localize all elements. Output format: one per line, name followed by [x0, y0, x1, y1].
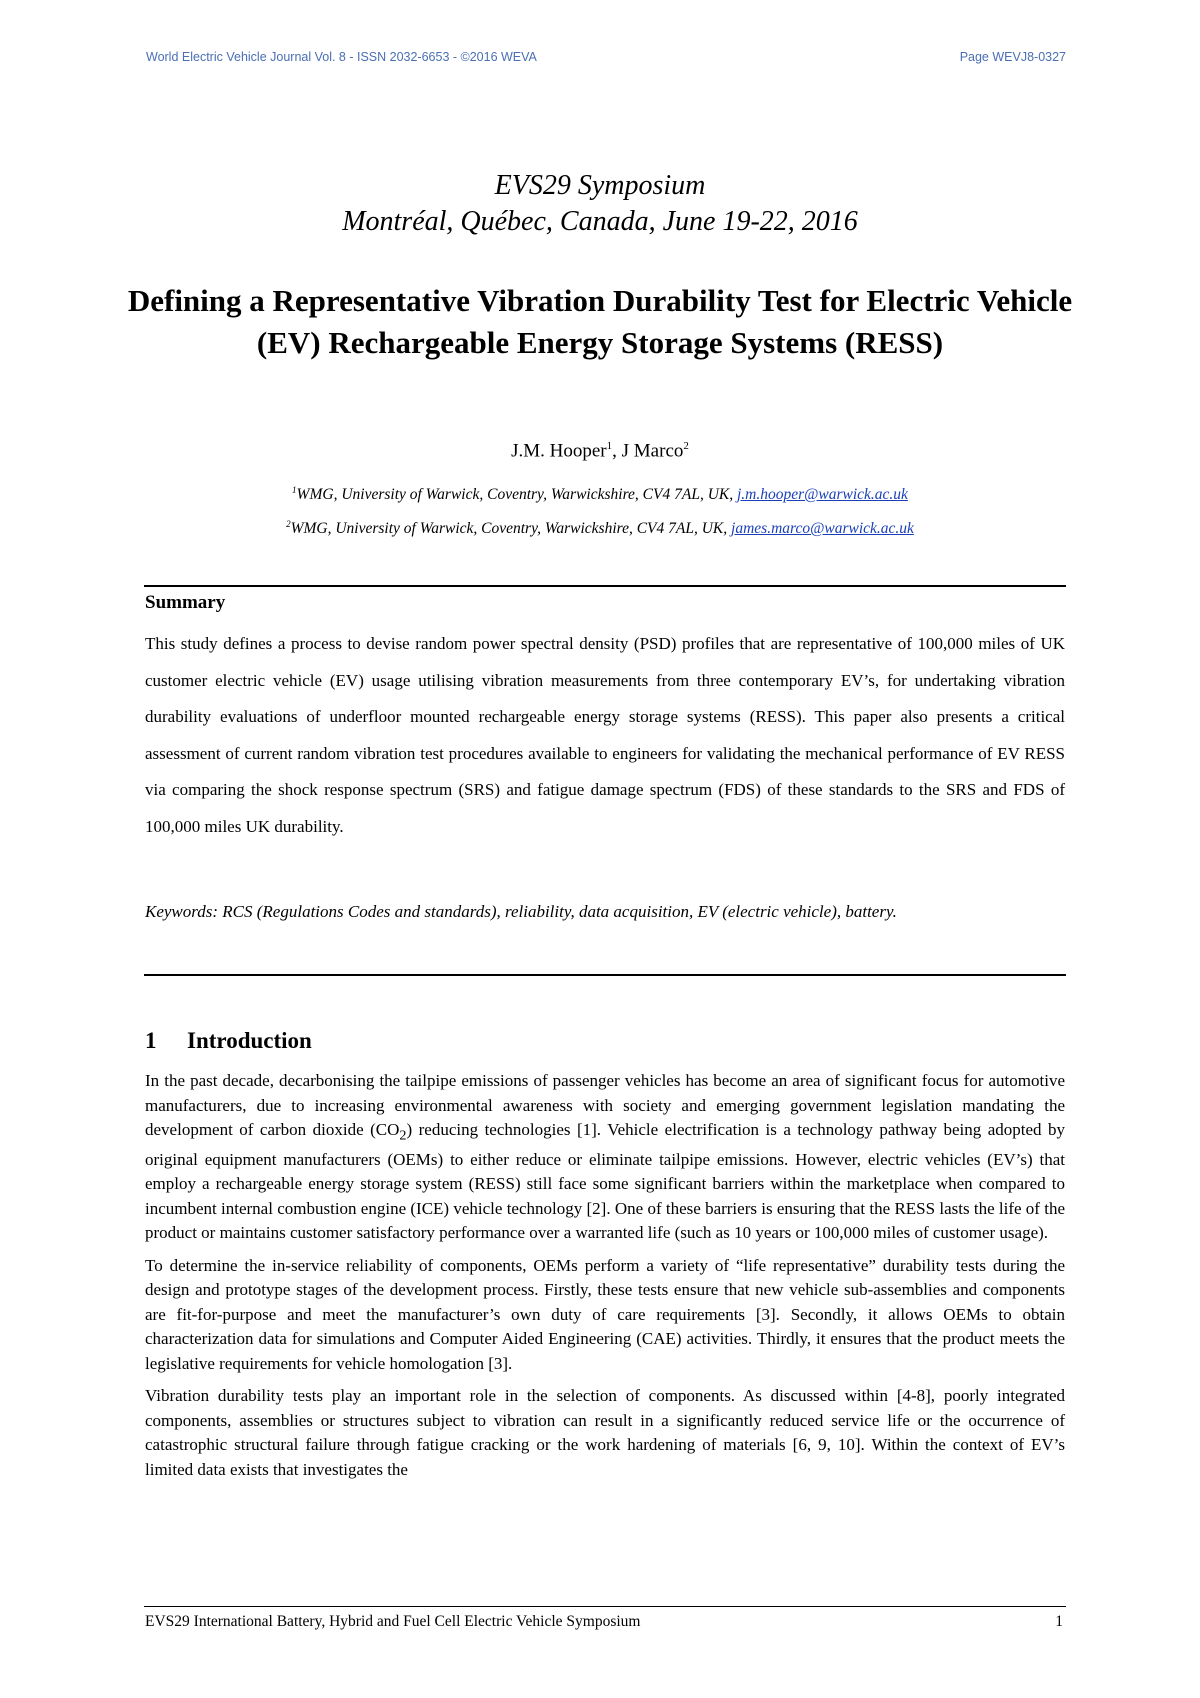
affiliation-2-sup: 2	[286, 519, 291, 529]
journal-info: World Electric Vehicle Journal Vol. 8 - ISSN 2032-6653 - ©2016 WEVA	[146, 50, 537, 64]
page-footer	[145, 1613, 1063, 1631]
paragraph-1	[145, 1069, 1065, 1246]
author1-sup: 1	[606, 440, 613, 452]
author-marco: , J Marco	[612, 440, 684, 462]
email-link-marco[interactable]: james.marco@warwick.ac.uk	[731, 520, 914, 538]
summary-top-rule	[144, 585, 1066, 587]
author-hooper: J.M. Hooper	[511, 440, 607, 462]
section-title: Introduction	[187, 1028, 312, 1053]
introduction-body	[145, 1069, 1065, 1490]
paragraph-1-start: In the past decade, decarbonising the tailpipe emissions of passenger vehicles has become an area of significant focus for automotive manufacturers, due to increasing environmental awareness with society and emerging government legislation mandating the development of carbon dioxide (CO	[145, 1071, 1065, 1139]
paper-title: Defining a Representative Vibration Durability Test for Electric Vehicle (EV) Rechargeable Energy Storage Systems (RESS)	[127, 283, 1073, 360]
summary-text: This study defines a process to devise random power spectral density (PSD) profiles that are representative of 100,000 miles of UK customer electric vehicle (EV) usage utilising vibration measurements from three contemporary EV’s, for undertaking vibration durability evaluations of underfloor mounted rechargeable energy storage systems (RESS). This paper also presents a critical assessment of current random vibration test procedures available to engineers for validating the mechanical performance of EV RESS via comparing the shock response spectrum (SRS) and fatigue damage spectrum (FDS) of these standards to the SRS and FDS of 100,000 miles UK durability.	[145, 634, 1065, 836]
author-line	[0, 440, 1200, 462]
co2-subscript: 2	[399, 1127, 407, 1144]
section-number: 1	[145, 1028, 157, 1053]
affiliation-2-text: WMG, University of Warwick, Coventry, Warwickshire, CV4 7AL, UK,	[290, 520, 732, 538]
symposium-name: EVS29 Symposium	[494, 170, 706, 201]
summary-heading: Summary	[145, 592, 226, 613]
page-id: Page WEVJ8-0327	[959, 50, 1066, 64]
paragraph-3: Vibration durability tests play an important role in the selection of components. As discussed within [4-8], poorly integrated components, assemblies or structures subject to vibration can result in a significantly reduced service life or the occurrence of catastrophic structural failure through fatigue cracking or the work hardening of materials [6, 9, 10]. Within the context of EV’s limited data exists that investigates the	[145, 1386, 1065, 1479]
keywords: Keywords: RCS (Regulations Codes and standards), reliability, data acquisition, EV (electric vehicle), battery.	[145, 902, 897, 921]
email-link-hooper[interactable]: j.m.hooper@warwick.ac.uk	[736, 486, 908, 504]
page-number: 1	[1055, 1613, 1063, 1630]
affiliation-1-sup: 1	[292, 485, 297, 495]
section-heading-introduction	[145, 1028, 312, 1054]
affiliation-1	[0, 485, 1200, 504]
summary-bottom-rule	[144, 974, 1066, 976]
footer-text: EVS29 International Battery, Hybrid and Fuel Cell Electric Vehicle Symposium	[145, 1613, 641, 1630]
running-header	[146, 50, 1066, 64]
affiliation-2	[0, 519, 1200, 538]
affiliation-1-text: WMG, University of Warwick, Coventry, Warwickshire, CV4 7AL, UK,	[296, 486, 737, 504]
symposium-location: Montréal, Québec, Canada, June 19-22, 2016	[342, 206, 858, 237]
footer-rule	[144, 1606, 1066, 1607]
paragraph-1-end: ) reducing technologies [1]. Vehicle electrification is a technology pathway being adopted by original equipment manufacturers (OEMs) to either reduce or eliminate tailpipe emissions. However, electric vehicles (EV’s) that employ a rechargeable energy storage system (RESS) still face some significant barriers within the marketplace when compared to incumbent internal combustion engine (ICE) vehicle technology [2]. One of these barriers is ensuring that the RESS lasts the life of the product or maintains customer satisfactory performance over a warranted life (such as 10 years or 100,000 miles of customer usage).	[145, 1120, 1065, 1243]
symposium-block	[0, 168, 1200, 240]
paragraph-2: To determine the in-service reliability of components, OEMs perform a variety of “life representative” durability tests during the design and prototype stages of the development process. Firstly, these tests ensure that new vehicle sub-assemblies and components are fit-for-purpose and meet the manufacturer’s own duty of care requirements [3]. Secondly, it allows OEMs to obtain characterization data for simulations and Computer Aided Engineering (CAE) activities. Thirdly, it ensures that the product meets the legislative requirements for vehicle homologation [3].	[145, 1255, 1065, 1373]
author2-sup: 2	[683, 440, 689, 452]
